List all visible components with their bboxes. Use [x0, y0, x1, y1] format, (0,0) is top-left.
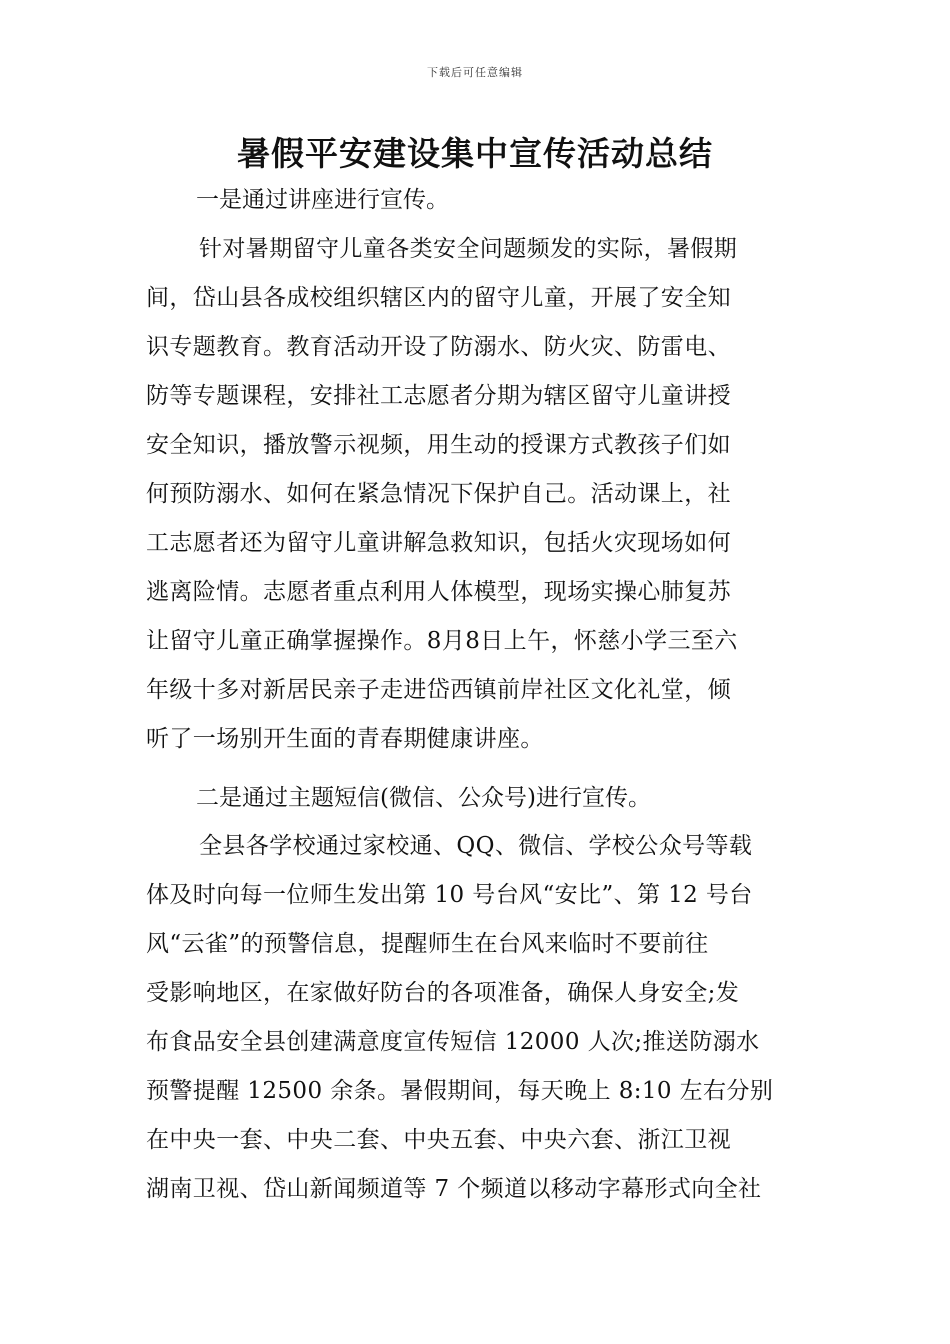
paragraph-line: 全县各学校通过家校通、QQ、微信、学校公众号等载 — [199, 833, 753, 859]
paragraph-line: 安全知识，播放警示视频，用生动的授课方式教孩子们如 — [146, 432, 731, 458]
section-heading-1: 一是通过讲座进行宣传。 — [196, 187, 449, 213]
page-header-note: 下载后可任意编辑 — [427, 66, 523, 79]
paragraph-line: 年级十多对新居民亲子走进岱西镇前岸社区文化礼堂，倾 — [146, 677, 731, 703]
paragraph-line: 布食品安全县创建满意度宣传短信 12000 人次;推送防溺水 — [146, 1029, 760, 1055]
paragraph-line: 让留守儿童正确掌握操作。8月8日上午，怀慈小学三至六 — [146, 628, 738, 654]
paragraph-line: 识专题教育。教育活动开设了防溺水、防火灾、防雷电、 — [146, 334, 731, 360]
document-title: 暑假平安建设集中宣传活动总结 — [237, 134, 713, 173]
paragraph-1 — [146, 225, 806, 764]
section-heading-2: 二是通过主题短信(微信、公众号)进行宣传。 — [196, 785, 651, 811]
paragraph-line: 防等专题课程，安排社工志愿者分期为辖区留守儿童讲授 — [146, 383, 731, 409]
paragraph-line: 何预防溺水、如何在紧急情况下保护自己。活动课上，社 — [146, 481, 731, 507]
paragraph-line: 在中央一套、中央二套、中央五套、中央六套、浙江卫视 — [146, 1127, 731, 1153]
paragraph-line: 间，岱山县各成校组织辖区内的留守儿童，开展了安全知 — [146, 285, 731, 311]
paragraph-line: 预警提醒 12500 余条。暑假期间，每天晚上 8:10 左右分别 — [146, 1078, 774, 1104]
paragraph-2 — [146, 822, 806, 1214]
paragraph-line: 针对暑期留守儿童各类安全问题频发的实际，暑假期 — [199, 236, 738, 262]
paragraph-line: 风“云雀”的预警信息，提醒师生在台风来临时不要前往 — [146, 931, 709, 957]
paragraph-line: 湖南卫视、岱山新闻频道等 7 个频道以移动字幕形式向全社 — [146, 1176, 762, 1202]
paragraph-line: 工志愿者还为留守儿童讲解急救知识，包括火灾现场如何 — [146, 530, 731, 556]
paragraph-line: 受影响地区，在家做好防台的各项准备，确保人身安全;发 — [146, 980, 740, 1006]
paragraph-line: 体及时向每一位师生发出第 10 号台风“安比”、第 12 号台 — [146, 882, 753, 908]
paragraph-line: 听了一场别开生面的青春期健康讲座。 — [146, 726, 544, 752]
paragraph-line: 逃离险情。志愿者重点利用人体模型，现场实操心肺复苏 — [146, 579, 731, 605]
